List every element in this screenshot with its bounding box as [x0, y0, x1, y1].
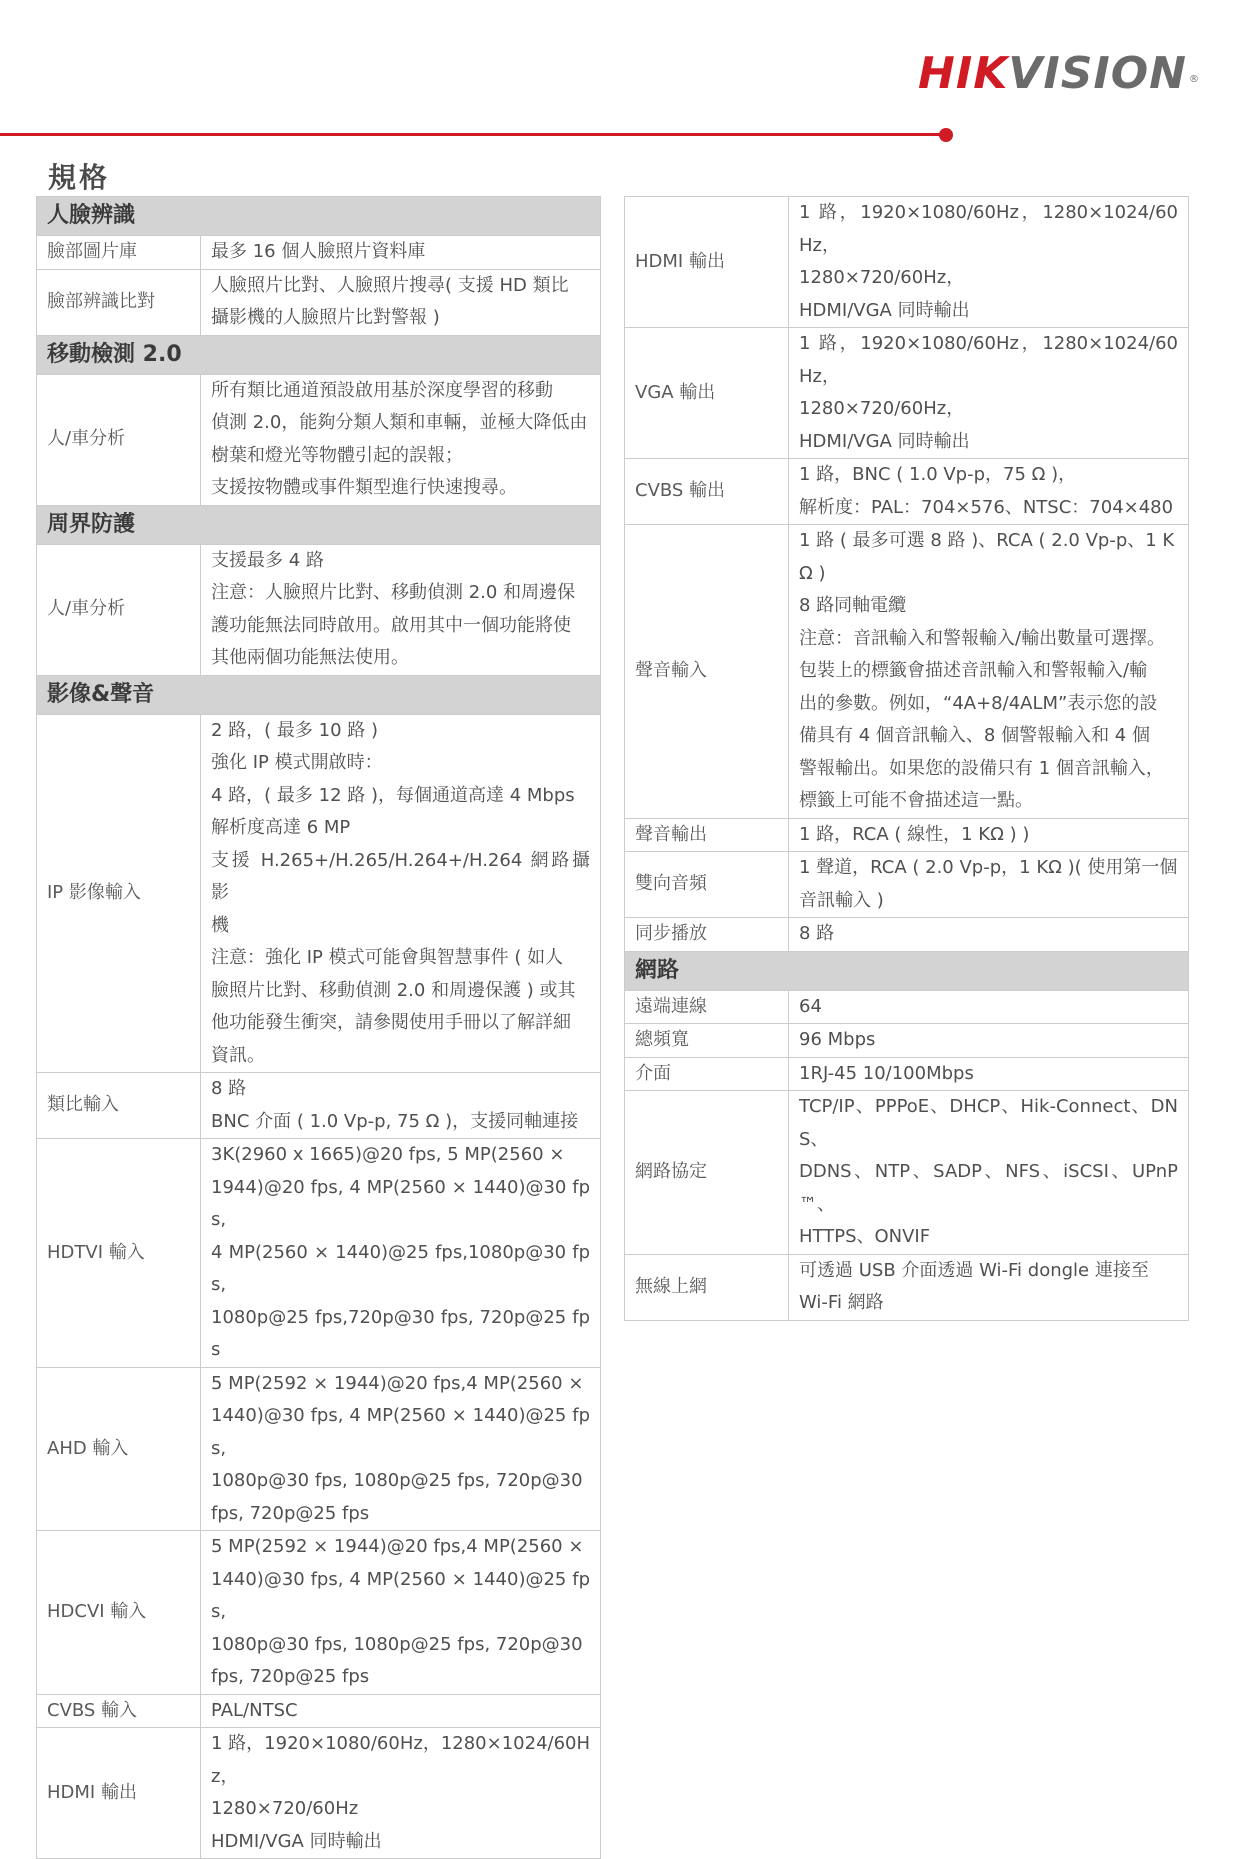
- spec-value-line: 1 路，1920×1080/60Hz，1280×1024/60Hz，: [799, 333, 1178, 387]
- spec-row: [625, 818, 1189, 852]
- spec-label: AHD 輸入: [37, 1367, 201, 1531]
- spec-value: 1RJ-45 10/100Mbps: [789, 1057, 1189, 1091]
- spec-value-line: 注意：音訊輸入和警報輸入/輸出數量可選擇。: [799, 627, 1166, 649]
- spec-value: 64: [789, 990, 1189, 1024]
- spec-label: 總頻寬: [625, 1024, 789, 1058]
- spec-value-line: 1440)@30 fps, 4 MP(2560 × 1440)@25 fps,: [211, 1405, 591, 1459]
- spec-value-line: Wi-Fi 網路: [799, 1292, 884, 1313]
- spec-value-line: HDMI/VGA 同時輸出: [211, 1830, 382, 1852]
- spec-value-line: 人臉照片比對、人臉照片搜尋( 支援 HD 類比: [211, 274, 569, 296]
- spec-value-line: 解析度高達 6 MP: [211, 817, 351, 838]
- spec-value-line: BNC 介面 ( 1.0 Vp-p, 75 Ω )，支援同軸連接: [211, 1110, 579, 1132]
- hikvision-logo: HIKVISION ®: [918, 48, 1201, 99]
- spec-value-line: fps, 720p@25 fps: [211, 1666, 370, 1687]
- spec-value: [789, 1091, 1189, 1255]
- spec-value: [201, 1728, 601, 1859]
- spec-value-line: 臉照片比對、移動偵測 2.0 和周邊保護 ) 或其: [211, 979, 576, 1001]
- spec-value-line: HDMI/VGA 同時輸出: [799, 299, 970, 321]
- spec-row: [37, 544, 601, 675]
- spec-value-line: 4 MP(2560 × 1440)@25 fps,1080p@30 fps,: [211, 1241, 591, 1295]
- spec-value-line: HTTPS、ONVIF: [799, 1226, 931, 1247]
- spec-label: 同步播放: [625, 918, 789, 952]
- spec-value-line: HDMI/VGA 同時輸出: [799, 430, 970, 452]
- spec-label: 無線上網: [625, 1254, 789, 1320]
- spec-value: [201, 544, 601, 675]
- page-title: 規格: [48, 161, 111, 194]
- spec-table-left: [36, 196, 601, 1859]
- spec-value-line: 8 路同軸電纜: [799, 595, 907, 616]
- spec-value-line: 1280×720/60Hz，: [799, 398, 965, 419]
- spec-value: [201, 1073, 601, 1139]
- spec-value-line: 3K(2960 x 1665)@20 fps, 5 MP(2560 ×: [211, 1144, 565, 1165]
- spec-row: [37, 1139, 601, 1368]
- section-perimeter: [37, 505, 601, 544]
- spec-value-line: 1080p@30 fps, 1080p@25 fps, 720p@30: [211, 1633, 583, 1655]
- section-title: 移動檢測 2.0: [37, 335, 601, 374]
- spec-label: HDMI 輸出: [625, 197, 789, 328]
- spec-row: [625, 459, 1189, 525]
- section-network: [625, 951, 1189, 990]
- spec-row: [625, 197, 1189, 328]
- spec-value-line: 備具有 4 個音訊輸入、8 個警報輸入和 4 個: [799, 725, 1150, 746]
- spec-value-line: 他功能發生衝突，請參閱使用手冊以了解詳細: [211, 1012, 571, 1033]
- spec-value-line: 8 路: [211, 1078, 247, 1099]
- spec-value-line: DDNS、NTP、SADP、NFS、iSCSI、UPnP™、: [799, 1161, 1178, 1215]
- spec-row: [625, 852, 1189, 918]
- section-video-audio: [37, 675, 601, 714]
- spec-value: 8 路: [789, 918, 1189, 952]
- section-title: 人臉辨識: [37, 197, 601, 236]
- spec-value: 最多 16 個人臉照片資料庫: [201, 236, 601, 270]
- spec-value-line: 所有類比通道預設啟用基於深度學習的移動: [211, 379, 553, 401]
- spec-value-line: 攝影機的人臉照片比對警報 ): [211, 307, 440, 328]
- spec-value-line: TCP/IP、PPPoE、DHCP、Hik-Connect、DNS、: [799, 1096, 1178, 1150]
- section-motion-detection: [37, 335, 601, 374]
- spec-value: 1 路，RCA ( 線性，1 KΩ ) ): [789, 818, 1189, 852]
- spec-label: VGA 輸出: [625, 328, 789, 459]
- spec-value: 96 Mbps: [789, 1024, 1189, 1058]
- spec-value: [201, 269, 601, 335]
- spec-label: CVBS 輸入: [37, 1694, 201, 1728]
- spec-value-line: 資訊。: [211, 1044, 265, 1066]
- spec-row: [625, 1091, 1189, 1255]
- spec-value-line: 警報輸出。如果您的設備只有 1 個音訊輸入，: [799, 757, 1164, 779]
- spec-value-line: 2 路，( 最多 10 路 ): [211, 719, 379, 741]
- section-title: 周界防護: [37, 505, 601, 544]
- spec-value-line: 1080p@30 fps, 1080p@25 fps, 720p@30: [211, 1470, 583, 1491]
- spec-row: [625, 1057, 1189, 1091]
- spec-label: HDTVI 輸入: [37, 1139, 201, 1368]
- spec-label: 介面: [625, 1057, 789, 1091]
- spec-value-line: 注意：強化 IP 模式可能會與智慧事件 ( 如人: [211, 947, 564, 968]
- spec-value-line: 注意：人臉照片比對、移動偵測 2.0 和周邊保: [211, 582, 576, 603]
- spec-label: CVBS 輸出: [625, 459, 789, 525]
- spec-value-line: Ω ): [799, 562, 826, 584]
- spec-label: 雙向音頻: [625, 852, 789, 918]
- spec-row: [625, 918, 1189, 952]
- spec-label: 臉部圖片庫: [37, 236, 201, 270]
- spec-value-line: 1440)@30 fps, 4 MP(2560 × 1440)@25 fps,: [211, 1568, 591, 1622]
- spec-label: 聲音輸入: [625, 525, 789, 819]
- spec-label: 人/車分析: [37, 374, 201, 505]
- spec-value-line: 1280×720/60Hz，: [799, 267, 965, 288]
- spec-label: 臉部辨識比對: [37, 269, 201, 335]
- spec-value-line: 可透過 USB 介面透過 Wi-Fi dongle 連接至: [799, 1259, 1149, 1281]
- spec-label: 網路協定: [625, 1091, 789, 1255]
- spec-value: [789, 197, 1189, 328]
- spec-value-line: 其他兩個功能無法使用。: [211, 647, 409, 668]
- spec-value-line: 偵測 2.0，能夠分類人類和車輛，並極大降低由: [211, 412, 588, 433]
- section-title: 影像&聲音: [37, 675, 601, 714]
- spec-value-line: 1 路，BNC ( 1.0 Vp-p，75 Ω )，: [799, 464, 1077, 485]
- spec-value-line: 包裝上的標籤會描述音訊輸入和警報輸入/輸: [799, 660, 1148, 681]
- section-face-recognition: [37, 197, 601, 236]
- spec-label: 遠端連線: [625, 990, 789, 1024]
- spec-value: [201, 1531, 601, 1695]
- spec-row: [37, 374, 601, 505]
- spec-value: [789, 459, 1189, 525]
- spec-row: [625, 990, 1189, 1024]
- spec-value: PAL/NTSC: [201, 1694, 601, 1728]
- spec-value-line: 支援 H.265+/H.265/H.264+/H.264 網路攝影: [211, 849, 591, 903]
- spec-value-line: 支援最多 4 路: [211, 549, 324, 571]
- spec-row: [37, 714, 601, 1073]
- spec-value-line: 音訊輸入 ): [799, 889, 884, 911]
- spec-row: [37, 1531, 601, 1695]
- spec-row: [37, 1073, 601, 1139]
- spec-value-line: 1 聲道，RCA ( 2.0 Vp-p，1 KΩ )( 使用第一個: [799, 857, 1178, 878]
- spec-value-line: 1080p@25 fps,720p@30 fps, 720p@25 fps: [211, 1306, 591, 1360]
- spec-value: [789, 1254, 1189, 1320]
- spec-label: 人/車分析: [37, 544, 201, 675]
- section-title: 網路: [625, 951, 1189, 990]
- spec-label: HDMI 輸出: [37, 1728, 201, 1859]
- spec-value: [789, 328, 1189, 459]
- header-divider-dot: [939, 128, 953, 142]
- spec-value-line: 護功能無法同時啟用。啟用其中一個功能將使: [211, 614, 571, 636]
- spec-value: [201, 714, 601, 1073]
- spec-value-line: 1280×720/60Hz: [211, 1798, 359, 1819]
- spec-value: [789, 852, 1189, 918]
- spec-value-line: 1 路，1920×1080/60Hz，1280×1024/60Hz，: [799, 202, 1178, 256]
- header-divider: [0, 133, 944, 136]
- spec-value-line: 樹葉和燈光等物體引起的誤報；: [211, 444, 463, 466]
- spec-value: [201, 1367, 601, 1531]
- spec-value-line: 4 路，( 最多 12 路 )，每個通道高達 4 Mbps: [211, 784, 575, 806]
- spec-value-line: fps, 720p@25 fps: [211, 1502, 370, 1524]
- spec-row: [625, 328, 1189, 459]
- spec-label: IP 影像輸入: [37, 714, 201, 1073]
- spec-row: [625, 1024, 1189, 1058]
- spec-value-line: 強化 IP 模式開啟時：: [211, 752, 383, 773]
- spec-row: [37, 236, 601, 270]
- spec-row: [37, 1367, 601, 1531]
- spec-label: HDCVI 輸入: [37, 1531, 201, 1695]
- spec-row: [37, 269, 601, 335]
- spec-label: 類比輸入: [37, 1073, 201, 1139]
- spec-value: [201, 374, 601, 505]
- spec-value-line: 5 MP(2592 × 1944)@20 fps,4 MP(2560 ×: [211, 1536, 584, 1557]
- spec-value: [201, 1139, 601, 1368]
- spec-value-line: 解析度：PAL：704×576、NTSC：704×480: [799, 496, 1174, 518]
- spec-value-line: 1944)@20 fps, 4 MP(2560 × 1440)@30 fps,: [211, 1176, 591, 1230]
- spec-value-line: 支援按物體或事件類型進行快速搜尋。: [211, 477, 517, 498]
- spec-value-line: 1 路 ( 最多可選 8 路 )、RCA ( 2.0 Vp-p、1 K: [799, 530, 1175, 551]
- spec-label: 聲音輸出: [625, 818, 789, 852]
- spec-value-line: 機: [211, 914, 229, 936]
- spec-value-line: 出的參數。例如，“4A+8/4ALM”表示您的設: [799, 692, 1158, 714]
- spec-row: [625, 525, 1189, 819]
- spec-row: [37, 1694, 601, 1728]
- spec-table-right: [624, 196, 1189, 1321]
- spec-row: [37, 1728, 601, 1859]
- spec-row: [625, 1254, 1189, 1320]
- spec-value-line: 5 MP(2592 × 1944)@20 fps,4 MP(2560 ×: [211, 1372, 584, 1394]
- spec-value-line: 1 路，1920×1080/60Hz，1280×1024/60Hz，: [211, 1733, 591, 1787]
- spec-value-line: 標籤上可能不會描述這一點。: [799, 790, 1033, 811]
- spec-value: [789, 525, 1189, 819]
